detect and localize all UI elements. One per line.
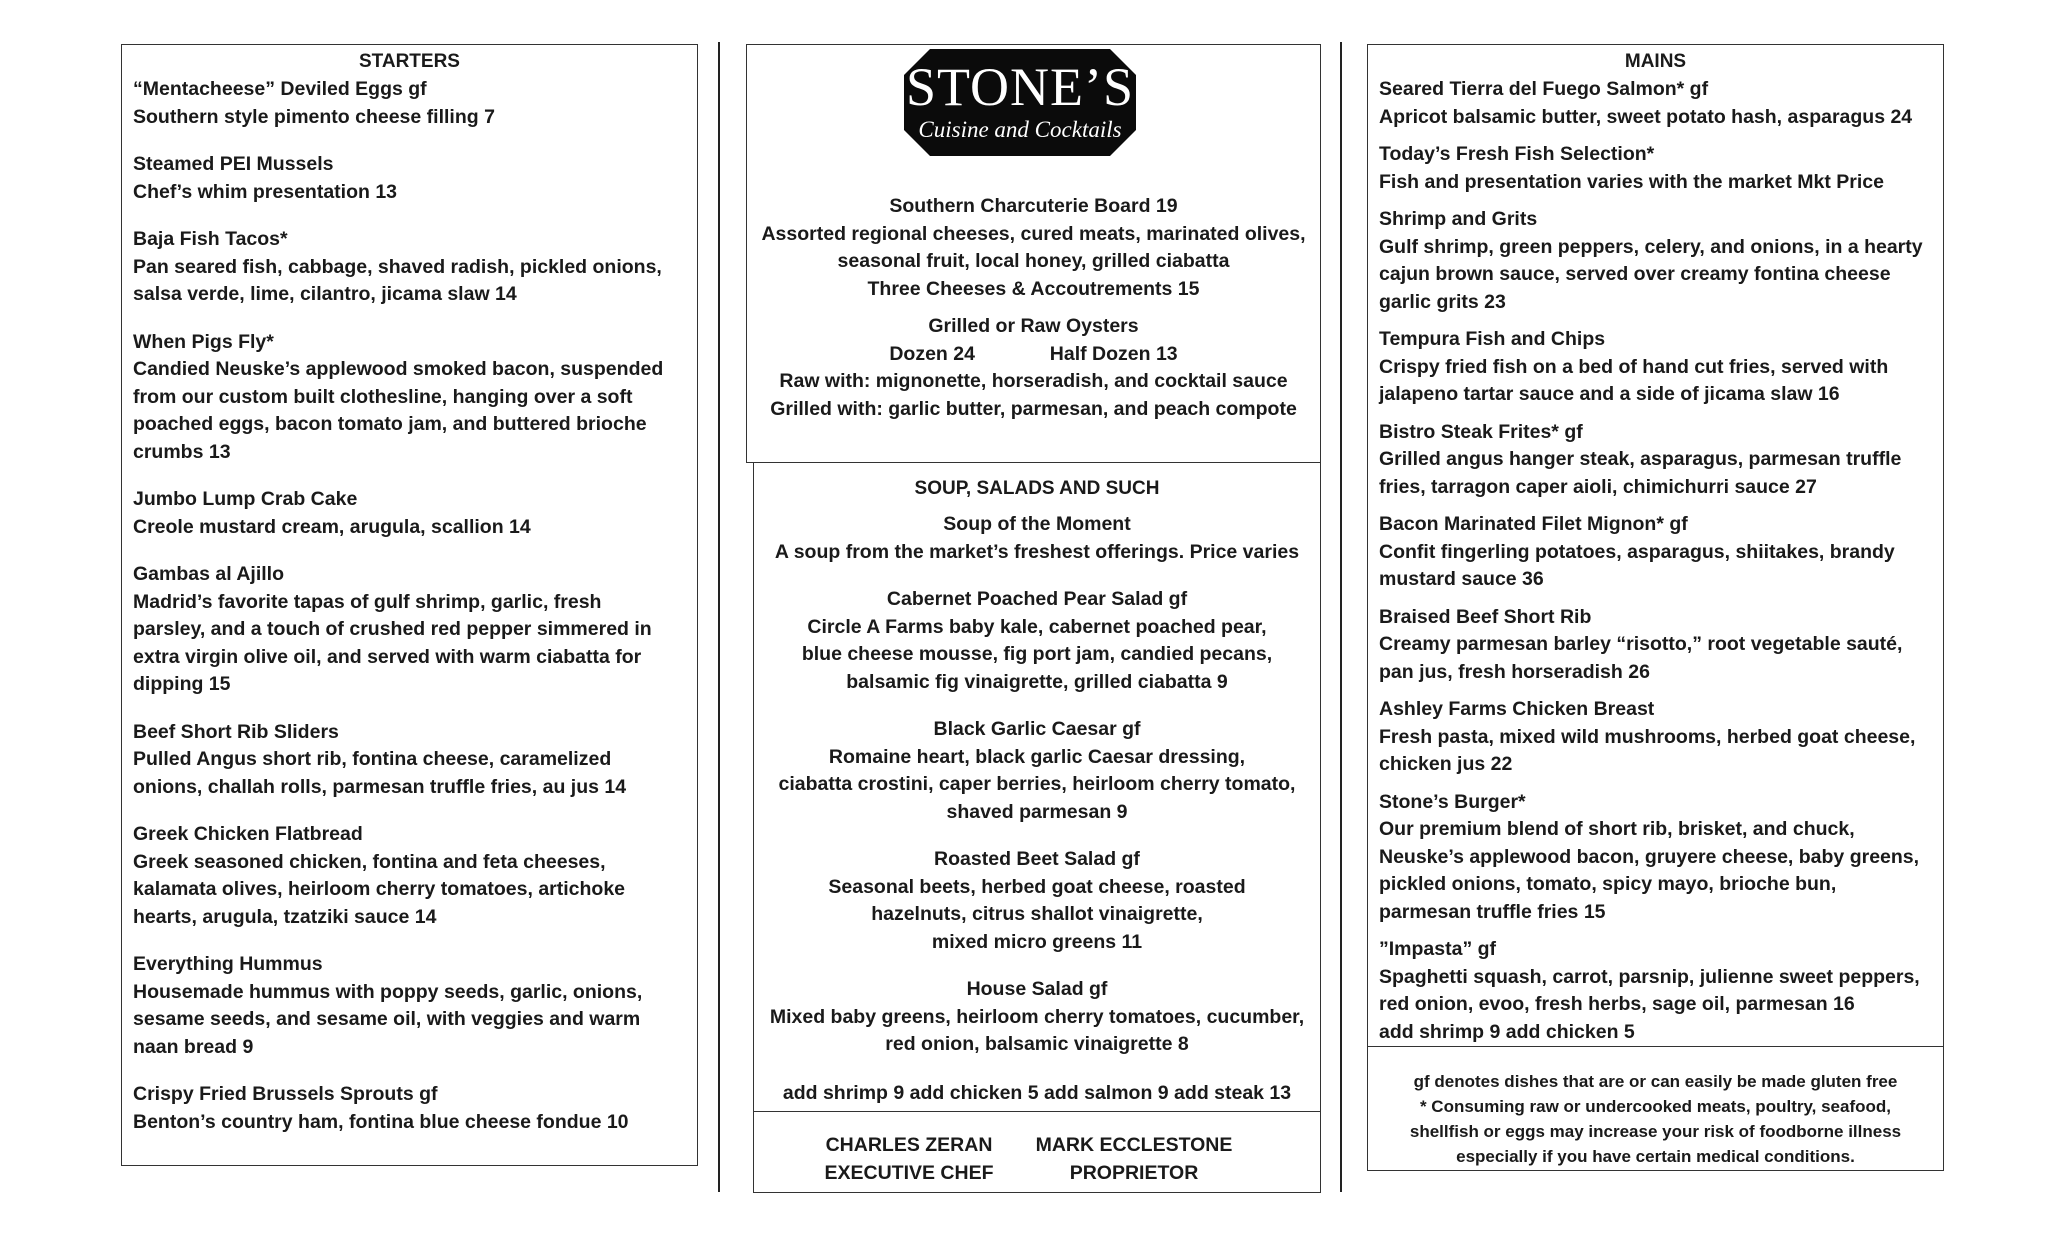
item-description: ciabatta crostini, caper berries, heirloom cherry tomato,: [778, 773, 1296, 795]
soup-salad-item: [754, 846, 1320, 956]
starters-panel: [121, 44, 698, 1166]
menu-item: [1379, 326, 1937, 409]
svg-text:Cuisine and Cocktails: Cuisine and Cocktails: [918, 117, 1122, 142]
charcuterie-line: Assorted regional cheeses, cured meats, marinated olives,: [761, 222, 1306, 245]
item-description: red onion, evoo, fresh herbs, sage oil, parmesan 16: [1379, 993, 1855, 1015]
item-description: blue cheese mousse, fig port jam, candied pecans,: [801, 643, 1273, 665]
item-name: House Salad gf: [966, 978, 1108, 1000]
item-description: from our custom built clothesline, hanging over a soft: [133, 385, 633, 408]
item-description: Chef’s whim presentation 13: [133, 180, 398, 203]
item-description: Pan seared fish, cabbage, shaved radish, pickled onions,: [133, 255, 662, 278]
item-description: Southern style pimento cheese filling 7: [133, 105, 495, 128]
charcuterie-line: Three Cheeses & Accoutrements 15: [867, 277, 1200, 300]
proprietor-role: PROPRIETOR: [1069, 1161, 1199, 1184]
item-description: Fish and presentation varies with the market Mkt Price: [1379, 170, 1884, 193]
item-name: Cabernet Poached Pear Salad gf: [886, 588, 1188, 610]
item-description: balsamic fig vinaigrette, grilled ciabatta 9: [846, 670, 1228, 693]
item-description: Neuske’s applewood bacon, gruyere cheese, baby greens,: [1379, 845, 1920, 868]
soup-salad-item: [754, 511, 1320, 566]
item-name: Ashley Farms Chicken Breast: [1379, 698, 1655, 720]
oysters-grilled: Grilled with: garlic butter, parmesan, and peach compote: [770, 397, 1297, 420]
item-name: Crispy Fried Brussels Sprouts gf: [133, 1083, 438, 1105]
menu-item: [133, 719, 689, 802]
item-name: Beef Short Rib Sliders: [133, 720, 339, 743]
item-description: garlic grits 23: [1379, 290, 1506, 313]
item-description: pickled onions, tomato, spicy mayo, brioche bun,: [1379, 873, 1837, 895]
item-description: extra virgin olive oil, and served with warm ciabatta for: [133, 645, 642, 668]
proprietor-credit: [1034, 1132, 1234, 1187]
item-description: jalapeno tartar sauce and a side of jicama slaw 16: [1379, 383, 1840, 405]
center-top-panel: [746, 44, 1321, 463]
item-description: salsa verde, lime, cilantro, jicama slaw 14: [133, 283, 517, 305]
item-description: Crispy fried fish on a bed of hand cut fries, served with: [1379, 355, 1889, 378]
item-name: Gambas al Ajillo: [133, 563, 284, 585]
item-name: Greek Chicken Flatbread: [133, 823, 363, 845]
mains-list: [1379, 76, 1937, 1046]
item-description: chicken jus 22: [1379, 753, 1513, 775]
item-description: onions, challah rolls, parmesan truffle fries, au jus 14: [133, 775, 627, 798]
addons-line: add shrimp 9 add chicken 5 add salmon 9 add steak 13: [782, 1082, 1292, 1104]
notes-panel: [1367, 1046, 1944, 1171]
soup-salad-item: [754, 976, 1320, 1059]
oysters-prices: [747, 341, 1320, 369]
item-description: hazelnuts, citrus shallot vinaigrette,: [871, 903, 1203, 925]
item-description: shaved parmesan 9: [946, 800, 1128, 823]
item-description: pan jus, fresh horseradish 26: [1379, 660, 1650, 683]
note-line: shellfish or eggs may increase your risk of foodborne illness: [1409, 1122, 1902, 1141]
menu-item: [1379, 696, 1937, 779]
oysters-dozen: Dozen 24: [889, 342, 975, 365]
item-description: Madrid’s favorite tapas of gulf shrimp, garlic, fresh: [133, 590, 602, 613]
item-description: Apricot balsamic butter, sweet potato hash, asparagus 24: [1379, 105, 1913, 128]
item-name: Black Garlic Caesar gf: [933, 718, 1141, 740]
menu-item: [1379, 511, 1937, 594]
proprietor-name: MARK ECCLESTONE: [1035, 1134, 1233, 1156]
item-description: Circle A Farms baby kale, cabernet poached pear,: [807, 615, 1267, 638]
charcuterie-block: [747, 193, 1320, 303]
chef-role: EXECUTIVE CHEF: [824, 1161, 994, 1184]
soups-list: [754, 511, 1320, 1059]
item-name: Tempura Fish and Chips: [1379, 328, 1606, 350]
item-description: red onion, balsamic vinaigrette 8: [885, 1033, 1189, 1055]
starters-title: STARTERS: [359, 51, 460, 72]
menu-item: [133, 226, 689, 309]
menu-item: [133, 486, 689, 541]
item-name: Bistro Steak Frites* gf: [1379, 420, 1583, 443]
item-description: Pulled Angus short rib, fontina cheese, caramelized: [133, 748, 612, 770]
menu-item: [133, 151, 689, 206]
item-description: Confit fingerling potatoes, asparagus, shiitakes, brandy: [1379, 540, 1895, 563]
staff-panel: [753, 1111, 1321, 1193]
item-description: Housemade hummus with poppy seeds, garlic, onions,: [133, 980, 643, 1003]
item-description: A soup from the market’s freshest offerings. Price varies: [774, 540, 1300, 563]
mains-title: MAINS: [1624, 51, 1687, 72]
menu-item: [1379, 206, 1937, 316]
item-description: sesame seeds, and sesame oil, with veggies and warm: [133, 1008, 641, 1030]
item-description: Grilled angus hanger steak, asparagus, parmesan truffle: [1379, 448, 1902, 470]
soups-addons: [754, 1080, 1320, 1108]
note-line: especially if you have certain medical conditions.: [1456, 1147, 1855, 1166]
chef-name: CHARLES ZERAN: [825, 1134, 993, 1156]
item-description: Romaine heart, black garlic Caesar dressing,: [828, 745, 1246, 768]
item-name: Soup of the Moment: [943, 513, 1131, 535]
item-name: When Pigs Fly*: [133, 330, 274, 353]
menu-item: [133, 561, 689, 699]
oysters-raw: Raw with: mignonette, horseradish, and cocktail sauce: [779, 370, 1288, 392]
item-name: Baja Fish Tacos*: [133, 228, 288, 250]
menu-item: [1379, 936, 1937, 1046]
mains-panel: [1367, 44, 1944, 1047]
item-name: Everything Hummus: [133, 953, 323, 975]
item-name: Jumbo Lump Crab Cake: [133, 488, 358, 510]
divider-right: [1340, 42, 1342, 1192]
charcuterie-title: Southern Charcuterie Board 19: [889, 195, 1178, 217]
soup-salad-item: [754, 716, 1320, 826]
oysters-half-dozen: Half Dozen 13: [1049, 342, 1178, 365]
item-name: Bacon Marinated Filet Mignon* gf: [1379, 513, 1688, 535]
item-description: Creole mustard cream, arugula, scallion 14: [133, 515, 531, 538]
item-description: Our premium blend of short rib, brisket, and chuck,: [1379, 818, 1855, 840]
item-name: Stone’s Burger*: [1379, 790, 1526, 813]
svg-text:STONE’S: STONE’S: [905, 57, 1135, 117]
menu-item: [1379, 789, 1937, 927]
note-line: * Consuming raw or undercooked meats, poultry, seafood,: [1419, 1097, 1892, 1116]
notes-list: [1368, 1069, 1943, 1169]
menu-item: [133, 76, 689, 131]
item-name: ”Impasta” gf: [1379, 938, 1497, 960]
item-description: add shrimp 9 add chicken 5: [1379, 1020, 1635, 1043]
item-name: “Mentacheese” Deviled Eggs gf: [133, 78, 427, 100]
starters-list: [133, 76, 689, 1136]
item-description: mixed micro greens 11: [931, 930, 1143, 953]
item-description: parmesan truffle fries 15: [1379, 900, 1606, 923]
item-description: Fresh pasta, mixed wild mushrooms, herbed goat cheese,: [1379, 725, 1916, 748]
note-line: gf denotes dishes that are or can easily be made gluten free: [1413, 1072, 1898, 1091]
menu-item: [133, 329, 689, 467]
item-description: dipping 15: [133, 673, 231, 695]
item-description: Benton’s country ham, fontina blue cheese fondue 10: [133, 1110, 629, 1133]
item-name: Seared Tierra del Fuego Salmon* gf: [1379, 78, 1709, 100]
item-description: kalamata olives, heirloom cherry tomatoes, artichoke: [133, 878, 626, 900]
soups-panel: [753, 462, 1321, 1112]
menu-item: [1379, 141, 1937, 196]
item-name: Braised Beef Short Rib: [1379, 605, 1592, 628]
item-description: mustard sauce 36: [1379, 568, 1544, 590]
chef-credit: [819, 1132, 999, 1187]
divider-left: [718, 42, 720, 1192]
menu-item: [1379, 419, 1937, 502]
item-description: naan bread 9: [133, 1035, 254, 1058]
item-description: cajun brown sauce, served over creamy fontina cheese: [1379, 263, 1891, 285]
item-description: Spaghetti squash, carrot, parsnip, julienne sweet peppers,: [1379, 965, 1920, 988]
item-description: Candied Neuske’s applewood smoked bacon, suspended: [133, 358, 664, 380]
item-name: Today’s Fresh Fish Selection*: [1379, 143, 1655, 165]
item-name: Shrimp and Grits: [1379, 208, 1538, 230]
menu-item: [133, 951, 689, 1061]
item-name: Steamed PEI Mussels: [133, 153, 334, 175]
menu-item: [133, 821, 689, 931]
menu-item: [1379, 76, 1937, 131]
soups-title: SOUP, SALADS AND SUCH: [914, 478, 1160, 499]
item-name: Roasted Beet Salad gf: [934, 848, 1140, 870]
item-description: Gulf shrimp, green peppers, celery, and onions, in a hearty: [1379, 235, 1923, 258]
item-description: crumbs 13: [133, 440, 231, 463]
oysters-title: Grilled or Raw Oysters: [928, 315, 1139, 337]
item-description: Seasonal beets, herbed goat cheese, roasted: [828, 875, 1246, 898]
item-description: Greek seasoned chicken, fontina and feta cheeses,: [133, 850, 606, 873]
menu-item: [1379, 604, 1937, 687]
soup-salad-item: [754, 586, 1320, 696]
item-description: poached eggs, bacon tomato jam, and buttered brioche: [133, 413, 647, 435]
item-description: Mixed baby greens, heirloom cherry tomatoes, cucumber,: [769, 1005, 1305, 1028]
stones-logo: [904, 49, 1136, 156]
item-description: parsley, and a touch of crushed red pepper simmered in: [133, 618, 652, 640]
item-description: fries, tarragon caper aioli, chimichurri sauce 27: [1379, 475, 1817, 498]
oysters-block: [747, 313, 1320, 423]
item-description: Creamy parmesan barley “risotto,” root vegetable sauté,: [1379, 633, 1903, 655]
item-description: hearts, arugula, tzatziki sauce 14: [133, 905, 437, 928]
menu-item: [133, 1081, 689, 1136]
charcuterie-line: seasonal fruit, local honey, grilled ciabatta: [837, 250, 1230, 272]
